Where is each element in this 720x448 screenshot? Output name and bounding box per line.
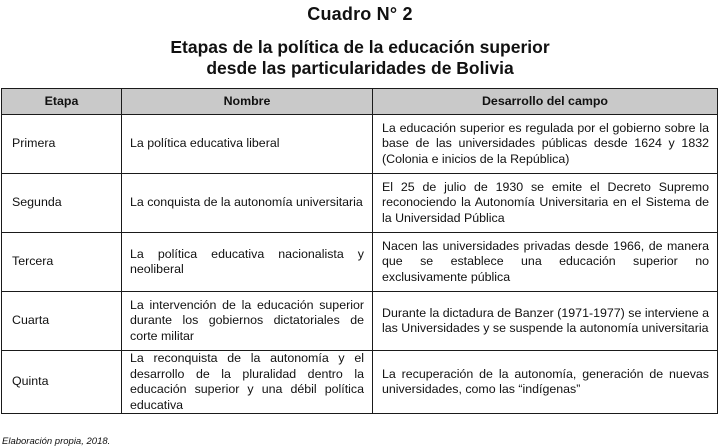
- table-title: [0, 37, 720, 79]
- etapa-cell: Segunda: [2, 174, 122, 233]
- etapa-cell: Cuarta: [2, 292, 122, 351]
- table-header-row: [2, 89, 718, 115]
- desarrollo-cell: Durante la dictadura de Banzer (1971-1977) se interviene a las Universidades y se suspende la autonomía universitaria: [373, 292, 718, 351]
- nombre-cell: La intervención de la educación superior durante los gobiernos dictatoriales de corte militar: [122, 292, 373, 351]
- nombre-cell: La política educativa liberal: [122, 115, 373, 174]
- etapa-cell: Quinta: [2, 351, 122, 414]
- desarrollo-cell: Nacen las universidades privadas desde 1966, de manera que se establece una educación superior no exclusivamente pública: [373, 233, 718, 292]
- desarrollo-cell: La recuperación de la autonomía, generación de nuevas universidades, como las “indígenas”: [373, 351, 718, 414]
- etapa-cell: Primera: [2, 115, 122, 174]
- table-row: [2, 115, 718, 174]
- table-row: [2, 292, 718, 351]
- desarrollo-cell: El 25 de julio de 1930 se emite el Decreto Supremo reconociendo la Autonomía Universitaria en el Sistema de la Universidad Pública: [373, 174, 718, 233]
- cuadro-number: Cuadro N° 2: [307, 4, 413, 24]
- source-note: Elaboración propia, 2018.: [2, 436, 111, 447]
- nombre-cell: La conquista de la autonomía universitaria: [122, 174, 373, 233]
- stages-table: [1, 88, 718, 414]
- table-row: [2, 174, 718, 233]
- table-title-line-2: desde las particularidades de Bolivia: [206, 58, 514, 78]
- column-header-nombre: Nombre: [122, 89, 373, 115]
- table-row: [2, 351, 718, 414]
- column-header-desarrollo: Desarrollo del campo: [373, 89, 718, 115]
- desarrollo-cell: La educación superior es regulada por el gobierno sobre la base de las universidades públicas desde 1624 y 1832 (Colonia e inicios de la República): [373, 115, 718, 174]
- nombre-cell: La política educativa nacionalista y neoliberal: [122, 233, 373, 292]
- column-header-etapa: Etapa: [2, 89, 122, 115]
- table-title-line-1: Etapas de la política de la educación superior: [170, 37, 550, 57]
- etapa-cell: Tercera: [2, 233, 122, 292]
- nombre-cell: La reconquista de la autonomía y el desarrollo de la pluralidad dentro la educación superior y una débil política educativa: [122, 351, 373, 414]
- table-row: [2, 233, 718, 292]
